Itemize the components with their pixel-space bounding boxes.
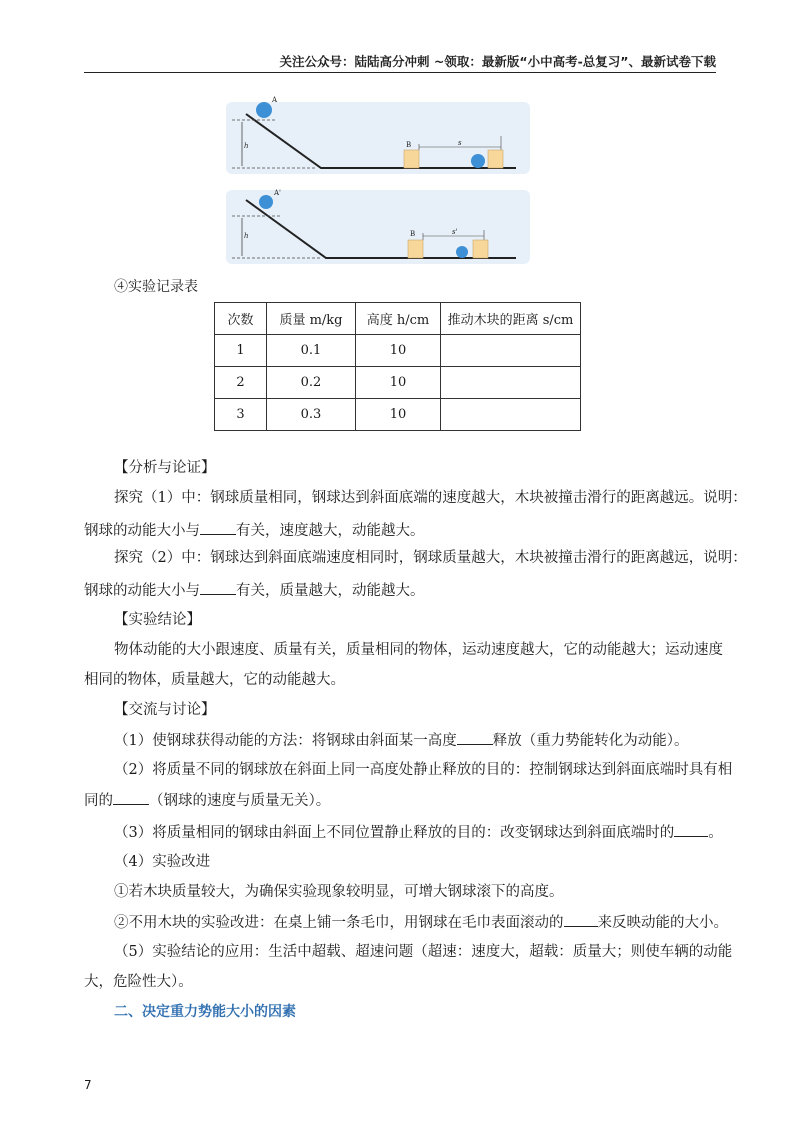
- col-header-distance: 推动木块的距离 s/cm: [441, 303, 581, 335]
- cell-height: 10: [356, 335, 441, 367]
- discussion-item-5-line2: 大，危险性大）。: [84, 974, 193, 990]
- col-header-mass: 质量 m/kg: [267, 303, 356, 335]
- analysis-heading: 【分析与论证】: [114, 460, 216, 476]
- discussion-heading: 【交流与讨论】: [114, 702, 216, 718]
- col-header-height: 高度 h/cm: [356, 303, 441, 335]
- text-span: （钢球的速度与质量无关）。: [149, 793, 331, 809]
- ball-label: A': [274, 189, 281, 197]
- text-span: （1）使钢球获得动能的方法：将钢球由斜面某一高度: [114, 733, 457, 749]
- table-row: [215, 335, 581, 367]
- discussion-item-2-line1: （2）将质量不同的钢球放在斜面上同一高度处静止释放的目的：控制钢球达到斜面底端时具有相: [114, 762, 733, 778]
- explore1-line1: 探究（1）中：钢球质量相同，钢球达到斜面底端的速度越大，木块被撞击滑行的距离越远。说明：: [114, 490, 747, 506]
- header-rule: [84, 72, 716, 73]
- text-span: 有关，速度越大，动能越大。: [236, 523, 425, 539]
- cell-distance: [441, 399, 581, 431]
- wood-block-b: [408, 240, 423, 258]
- steel-ball-a: [256, 102, 272, 118]
- fill-blank: [113, 790, 149, 805]
- record-table: [214, 302, 581, 431]
- fill-blank: [200, 580, 236, 595]
- fill-blank: [564, 912, 598, 927]
- section-heading-2: 二、决定重力势能大小的因素: [114, 1004, 296, 1020]
- cell-trial: 1: [215, 335, 267, 367]
- improvement-2: [114, 912, 728, 933]
- table-row: [215, 399, 581, 431]
- conclusion-line2: 相同的物体，质量越大，它的动能越大。: [84, 672, 345, 688]
- discussion-item-5-line1: （5）实验结论的应用：生活中超载、超速问题（超速：速度大，超载：质量大；则使车辆的动能: [114, 944, 733, 960]
- height-label: h: [244, 142, 249, 150]
- moved-block: [473, 240, 488, 258]
- col-header-trial: 次数: [215, 303, 267, 335]
- page-header: 关注公众号：陆陆高分冲刺 ~领取：最新版“小中高考-总复习”、最新试卷下载: [279, 54, 716, 69]
- conclusion-heading: 【实验结论】: [114, 612, 201, 628]
- discussion-item-1: [114, 730, 688, 751]
- ball-label: A: [272, 96, 278, 104]
- cell-distance: [441, 367, 581, 399]
- text-span: 钢球的动能大小与: [84, 583, 200, 599]
- conclusion-line1: 物体动能的大小跟速度、质量有关，质量相同的物体，运动速度越大，它的动能越大；运动速度: [114, 642, 723, 658]
- wood-block-b: [404, 150, 419, 168]
- text-span: ②不用木块的实验改进：在桌上铺一条毛巾，用钢球在毛巾表面滚动的: [114, 915, 564, 931]
- improvement-1: ①若木块质量较大，为确保实验现象较明显，可增大钢球滚下的高度。: [114, 884, 564, 900]
- cell-mass: 0.2: [267, 367, 356, 399]
- experiment-figure-bottom: [226, 186, 530, 264]
- block-label: B: [410, 230, 416, 238]
- table-row: [215, 367, 581, 399]
- distance-label: s': [452, 228, 458, 236]
- experiment-figure-top: [226, 92, 530, 174]
- cell-trial: 3: [215, 399, 267, 431]
- steel-ball-end: [456, 246, 468, 258]
- page-number: 7: [84, 1078, 92, 1092]
- block-label: B: [406, 141, 412, 149]
- cell-trial: 2: [215, 367, 267, 399]
- explore1-line2: [84, 520, 425, 541]
- cell-height: 10: [356, 367, 441, 399]
- text-span: （3）将质量相同的钢球由斜面上不同位置静止释放的目的：改变钢球达到斜面底端时的: [114, 825, 675, 841]
- discussion-item-4: （4）实验改进: [114, 854, 211, 870]
- steel-ball-a-prime: [259, 195, 273, 209]
- cell-distance: [441, 335, 581, 367]
- cell-height: 10: [356, 399, 441, 431]
- distance-label: s: [458, 139, 462, 147]
- cell-mass: 0.1: [267, 335, 356, 367]
- height-label: h: [244, 232, 249, 240]
- fill-blank: [457, 730, 493, 745]
- text-span: 同的: [84, 793, 113, 809]
- steel-ball-end: [471, 154, 485, 168]
- text-span: 释放（重力势能转化为动能）。: [492, 733, 689, 749]
- moved-block: [488, 150, 503, 168]
- table-header-row: [215, 303, 581, 335]
- discussion-item-3: [114, 822, 723, 843]
- text-span: 钢球的动能大小与: [84, 523, 200, 539]
- text-span: 来反映动能的大小。: [597, 915, 728, 931]
- explore2-line2: [84, 580, 425, 601]
- explore2-line1: 探究（2）中：钢球达到斜面底端速度相同时，钢球质量越大，木块被撞击滑行的距离越远，说明：: [114, 550, 747, 566]
- cell-mass: 0.3: [267, 399, 356, 431]
- fill-blank: [200, 520, 236, 535]
- table-caption: ④实验记录表: [114, 279, 198, 295]
- fill-blank: [674, 822, 708, 837]
- discussion-item-2-line2: [84, 790, 330, 811]
- text-span: 。: [708, 825, 723, 841]
- text-span: 有关，质量越大，动能越大。: [236, 583, 425, 599]
